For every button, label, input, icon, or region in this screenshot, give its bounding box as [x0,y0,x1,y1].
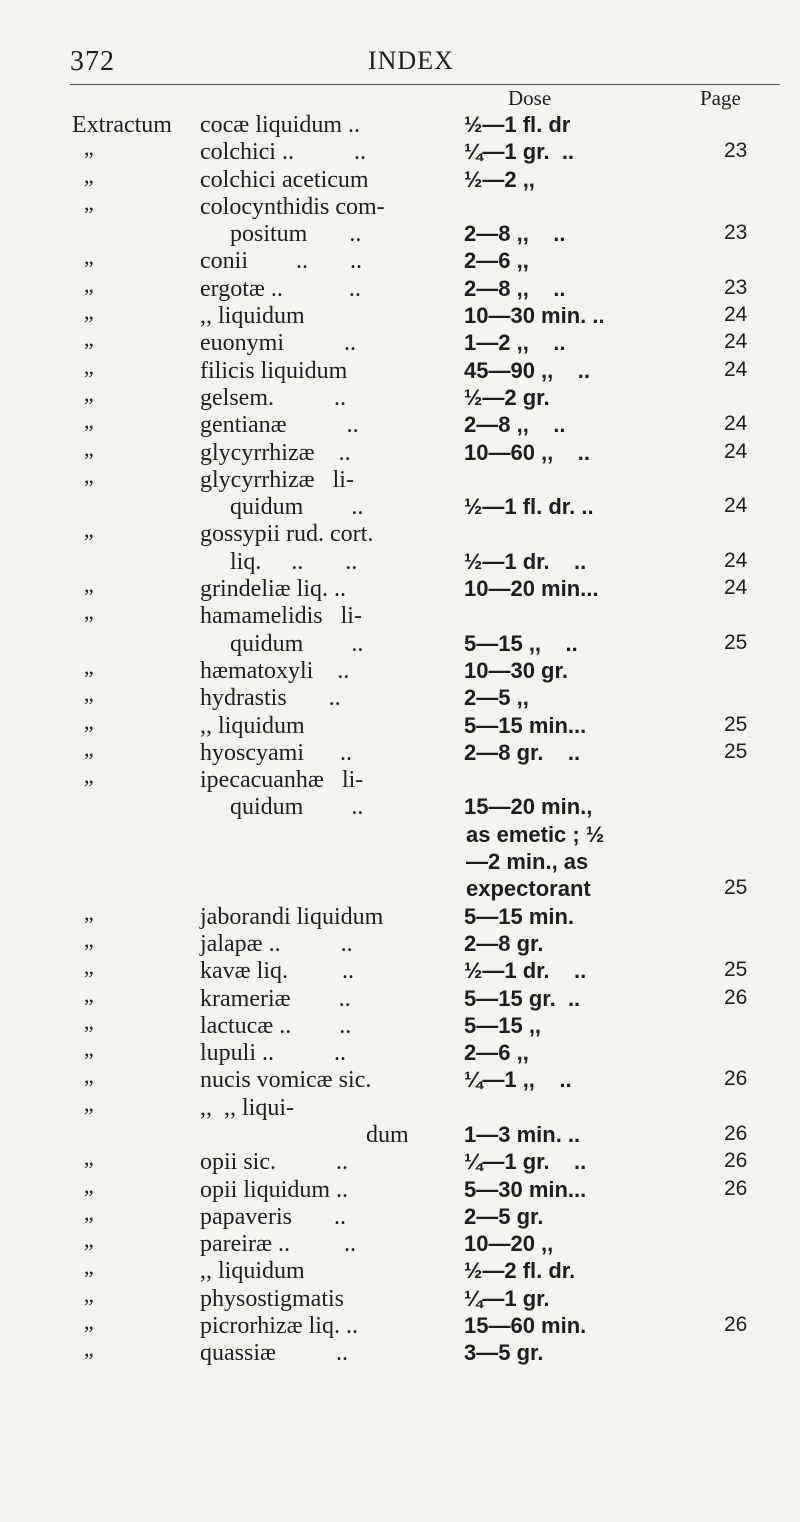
entry-dose: ¼—1 gr. [464,1285,550,1311]
entry-term: colocynthidis com- [200,193,385,220]
entry-term: hydrastis .. [200,685,341,712]
index-row [0,1036,800,1067]
entry-dose: 10—30 min. .. [464,303,605,329]
index-row [0,435,800,467]
entry-term: gossypii rud. cort. [200,521,374,548]
ditto-mark: ,, [84,708,93,734]
entry-dose: 10—60 ,, .. [464,439,590,465]
entry-dose: 5—15 min... [464,712,587,738]
ditto-mark: ,, [84,326,93,352]
entry-term: physostigmatis [200,1285,345,1312]
ditto-mark: ,, [84,353,93,379]
page-header [0,46,800,82]
entry-dose: ½—1 fl. dr. .. [464,494,594,520]
entry-dose: ¼—1 gr. .. [464,1149,587,1175]
ditto-mark: ,, [84,981,93,1007]
entry-dose: ½—2 ,, [464,166,535,192]
ditto-mark: ,, [84,189,93,215]
entry-term: gentianæ .. [200,412,359,439]
entry-term: kavæ liq. .. [200,958,354,985]
index-row [0,462,800,494]
entry-dose: 5—15 ,, .. [464,630,578,656]
entry-prefix: Extractum [72,112,172,138]
index-row [0,599,800,630]
entry-term: filicis liquidum [200,357,348,384]
index-row [0,653,800,685]
index-row [0,353,800,385]
entry-dose: 2—8 gr. .. [464,739,581,765]
entry-dose: 2—8 ,, .. [464,275,566,301]
entry-term: quidum .. [230,794,364,821]
entry-term: hæmatoxyli .. [200,657,350,684]
ditto-mark: ,, [84,271,93,297]
entry-term: colchici .. .. [200,139,366,166]
index-row [0,326,800,357]
entry-dose: 1—3 min. .. [464,1121,581,1147]
index-row [0,112,800,139]
entry-dose: ½—2 gr. [464,384,550,410]
entry-page: 24 [724,412,748,436]
entry-page: 25 [724,958,748,982]
index-row [0,189,800,221]
entry-dose: 2—6 ,, [464,248,529,274]
entry-page: 24 [724,303,748,327]
entry-dose: 45—90 ,, .. [464,357,590,383]
ditto-mark: ,, [84,135,93,161]
ditto-mark: ,, [84,299,93,325]
index-row [0,1090,800,1122]
entry-page: 26 [724,985,748,1009]
ditto-mark: ,, [84,572,93,598]
entry-term: papaveris .. [200,1203,346,1230]
entry-dose: expectorant [466,876,591,902]
ditto-mark: ,, [84,653,93,679]
entry-term: nucis vomicæ sic. [200,1067,372,1094]
index-row [0,822,800,849]
ditto-mark: ,, [84,599,93,625]
index-row [0,631,800,658]
entry-page: 26 [724,1121,748,1145]
header-rule [70,84,780,85]
entry-term: pareiræ .. .. [200,1231,356,1258]
index-row [0,135,800,166]
index-row [0,271,800,303]
index-row [0,876,800,903]
ditto-mark: ,, [84,735,93,761]
entry-term: glycyrrhizæ li- [200,466,354,493]
entry-term: cocæ liquidum .. [200,112,360,138]
entry-page: 24 [724,439,748,463]
entry-dose: ¼—1 ,, .. [464,1067,572,1093]
ditto-mark: ,, [84,899,93,925]
entry-dose: 2—8 gr. [464,930,544,956]
entry-term: quidum .. [230,494,364,521]
entry-dose: ½—1 dr. .. [464,548,587,574]
entry-page: 25 [724,876,748,900]
entry-dose: ½—1 fl. dr [464,112,571,137]
entry-term: ,, liquidum [200,712,305,739]
ditto-mark: ,, [84,1336,93,1362]
index-row [0,1227,800,1258]
entry-page: 25 [724,739,748,763]
column-header-page: Page [700,86,741,110]
entry-term: lupuli .. .. [200,1040,347,1067]
ditto-mark: ,, [84,162,93,188]
entry-term: quidum .. [230,630,364,657]
ditto-mark: ,, [84,1227,93,1253]
entry-term: grindeliæ liq. .. [200,576,346,603]
entry-page: 25 [724,712,748,736]
entry-dose: —2 min., as [466,849,589,875]
index-row [0,1309,800,1340]
index-row [0,899,800,931]
ditto-mark: ,, [84,1172,93,1198]
entry-page: 26 [724,1067,748,1091]
ditto-mark: ,, [84,926,93,952]
entry-dose: 15—60 min. [464,1313,587,1339]
entry-term: picrorhizæ liq. .. [200,1313,358,1340]
entry-page: 26 [724,1149,748,1173]
entry-dose: 5—15 ,, [464,1012,542,1038]
entry-dose: ½—2 fl. dr. [464,1258,576,1284]
entry-page: 26 [724,1313,748,1337]
entry-term: positum .. [230,221,362,248]
index-row [0,1063,800,1094]
ditto-mark: ,, [84,408,93,434]
entry-dose: 2—6 ,, [464,1040,529,1066]
entry-page: 24 [724,357,748,381]
entry-term: conii .. .. [200,248,362,275]
entry-term: ,, liquidum [200,303,305,330]
index-row [0,1008,800,1040]
index-row [0,494,800,521]
entry-dose: 10—20 min... [464,576,599,602]
index-row [0,1281,800,1313]
index-row [0,681,800,712]
index-row [0,517,800,548]
entry-term: dum [366,1121,409,1148]
ditto-mark: ,, [84,1036,93,1062]
page-number: 372 [70,46,115,77]
entry-page: 23 [724,221,748,245]
entry-page: 24 [724,576,748,600]
entry-term: hyoscyami .. [200,739,352,766]
entry-term: hamamelidis li- [200,603,362,630]
entry-dose: ¼—1 gr. .. [464,139,575,165]
index-row [0,1145,800,1176]
entry-dose: 15—20 min., [464,794,593,820]
ditto-mark: ,, [84,1145,93,1171]
ditto-mark: ,, [84,1281,93,1307]
index-row [0,299,800,330]
index-entries [0,112,800,1368]
entry-dose: 2—5 ,, [464,685,529,711]
entry-dose: 5—15 gr. .. [464,985,581,1011]
index-row [0,926,800,958]
entry-page: 24 [724,330,748,354]
index-row [0,1122,800,1149]
index-row [0,162,800,194]
entry-dose: 5—15 min. [464,903,575,929]
index-row [0,763,800,794]
ditto-mark: ,, [84,462,93,488]
index-row [0,244,800,275]
ditto-mark: ,, [84,1063,93,1089]
entry-term: gelsem. .. [200,384,346,411]
index-row [0,1254,800,1285]
ditto-mark: ,, [84,1199,93,1225]
entry-term: krameriæ .. [200,985,351,1012]
entry-page: 26 [724,1176,748,1200]
entry-dose: as emetic ; ½ [466,821,605,847]
ditto-mark: ,, [84,380,93,406]
ditto-mark: ,, [84,681,93,707]
index-row [0,572,800,603]
index-row [0,408,800,439]
entry-term: ,, liquidum [200,1258,305,1285]
entry-page: 24 [724,548,748,572]
entry-term: liq. .. .. [230,548,358,575]
entry-term: euonymi .. [200,330,356,357]
entry-dose: 2—8 ,, .. [464,221,566,247]
entry-dose: 10—30 gr. [464,657,568,683]
entry-term: glycyrrhizæ .. [200,439,351,466]
ditto-mark: ,, [84,1090,93,1116]
entry-term: ,, ,, liqui- [200,1094,294,1121]
ditto-mark: ,, [84,1254,93,1280]
index-row [0,708,800,740]
ditto-mark: ,, [84,517,93,543]
entry-dose: ½—1 dr. .. [464,958,587,984]
index-row [0,981,800,1013]
entry-dose: 1—2 ,, .. [464,330,566,356]
entry-page: 24 [724,494,748,518]
entry-term: colchici aceticum [200,166,369,193]
column-header-dose: Dose [508,86,552,110]
entry-page: 23 [724,275,748,299]
entry-page: 25 [724,630,748,654]
entry-term: lactucæ .. .. [200,1012,352,1039]
ditto-mark: ,, [84,954,93,980]
entry-term: opii liquidum .. [200,1176,349,1203]
entry-term: quassiæ .. [200,1340,349,1367]
index-row [0,221,800,248]
entry-term: jaborandi liquidum [200,903,384,930]
ditto-mark: ,, [84,1309,93,1335]
entry-dose: 3—5 gr. [464,1340,544,1366]
entry-dose: 10—20 ,, [464,1231,554,1257]
index-row [0,735,800,767]
index-row [0,1199,800,1231]
entry-term: ergotæ .. .. [200,275,361,302]
entry-term: ipecacuanhæ li- [200,767,364,794]
ditto-mark: ,, [84,435,93,461]
index-row [0,794,800,821]
ditto-mark: ,, [84,244,93,270]
entry-term: jalapæ .. .. [200,930,353,957]
entry-dose: 2—5 gr. [464,1203,544,1229]
entry-dose: 5—30 min... [464,1176,587,1202]
index-row [0,1172,800,1204]
page-title: INDEX [368,46,454,75]
entry-term: opii sic. .. [200,1149,348,1176]
index-row [0,380,800,412]
ditto-mark: ,, [84,763,93,789]
entry-dose: 2—8 ,, .. [464,412,566,438]
entry-page: 23 [724,139,748,163]
index-row [0,549,800,576]
ditto-mark: ,, [84,1008,93,1034]
index-row [0,954,800,985]
index-row [0,1336,800,1367]
index-row [0,849,800,876]
